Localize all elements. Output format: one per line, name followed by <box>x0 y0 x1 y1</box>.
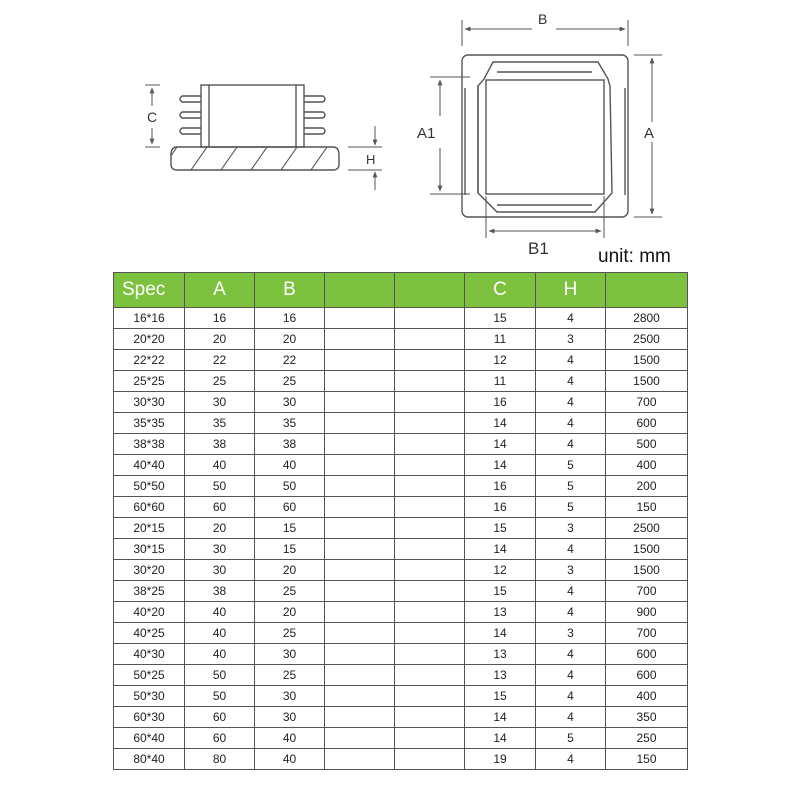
cell-a: 38 <box>185 434 255 455</box>
table-row <box>114 350 688 371</box>
cell-blank-1 <box>325 518 395 539</box>
table-row <box>114 560 688 581</box>
table-row <box>114 392 688 413</box>
cell-c: 13 <box>465 644 536 665</box>
cell-qty: 150 <box>606 497 688 518</box>
header-h: H <box>536 273 606 308</box>
cell-qty: 700 <box>606 581 688 602</box>
cell-c: 14 <box>465 434 536 455</box>
cell-spec: 30*15 <box>114 539 185 560</box>
cell-c: 14 <box>465 539 536 560</box>
cell-b: 25 <box>255 581 325 602</box>
table-row <box>114 497 688 518</box>
cell-blank-1 <box>325 497 395 518</box>
cell-spec: 60*30 <box>114 707 185 728</box>
cell-b: 35 <box>255 413 325 434</box>
cell-c: 11 <box>465 371 536 392</box>
cell-qty: 600 <box>606 644 688 665</box>
cell-b: 15 <box>255 539 325 560</box>
table-row <box>114 707 688 728</box>
table-row <box>114 329 688 350</box>
cell-h: 4 <box>536 665 606 686</box>
cell-h: 4 <box>536 308 606 329</box>
cell-a: 30 <box>185 539 255 560</box>
dimension-a1-label: A1 <box>417 125 436 142</box>
table-row <box>114 518 688 539</box>
cell-spec: 25*25 <box>114 371 185 392</box>
cell-blank-2 <box>395 329 465 350</box>
cell-blank-2 <box>395 560 465 581</box>
cell-blank-1 <box>325 392 395 413</box>
cell-blank-1 <box>325 560 395 581</box>
cell-qty: 1500 <box>606 350 688 371</box>
cell-b: 40 <box>255 749 325 770</box>
cell-blank-2 <box>395 749 465 770</box>
cell-b: 25 <box>255 371 325 392</box>
cell-blank-1 <box>325 707 395 728</box>
cell-a: 38 <box>185 581 255 602</box>
cell-a: 60 <box>185 497 255 518</box>
cell-b: 25 <box>255 665 325 686</box>
table-row <box>114 308 688 329</box>
cell-h: 3 <box>536 518 606 539</box>
dimension-a1 <box>430 77 470 194</box>
cell-blank-1 <box>325 371 395 392</box>
cell-qty: 2500 <box>606 518 688 539</box>
cell-blank-2 <box>395 308 465 329</box>
cell-blank-1 <box>325 623 395 644</box>
header-blank-2 <box>395 273 465 308</box>
cell-blank-2 <box>395 665 465 686</box>
cell-c: 13 <box>465 602 536 623</box>
cell-blank-1 <box>325 581 395 602</box>
dimension-h <box>348 126 382 190</box>
cell-a: 30 <box>185 560 255 581</box>
cell-c: 15 <box>465 308 536 329</box>
cell-c: 16 <box>465 497 536 518</box>
cell-spec: 40*25 <box>114 623 185 644</box>
cell-c: 12 <box>465 350 536 371</box>
cell-blank-2 <box>395 686 465 707</box>
cell-qty: 2500 <box>606 329 688 350</box>
cell-a: 40 <box>185 644 255 665</box>
cell-spec: 80*40 <box>114 749 185 770</box>
cell-b: 50 <box>255 476 325 497</box>
cell-blank-1 <box>325 434 395 455</box>
cell-a: 20 <box>185 329 255 350</box>
cell-b: 30 <box>255 707 325 728</box>
cell-blank-1 <box>325 665 395 686</box>
cell-c: 11 <box>465 329 536 350</box>
header-blank-3 <box>606 273 688 308</box>
cell-b: 30 <box>255 392 325 413</box>
cell-spec: 60*40 <box>114 728 185 749</box>
table-row <box>114 539 688 560</box>
table-header-row <box>114 273 688 308</box>
cell-qty: 1500 <box>606 539 688 560</box>
cell-spec: 20*15 <box>114 518 185 539</box>
cell-a: 50 <box>185 686 255 707</box>
cell-b: 40 <box>255 728 325 749</box>
dimension-b1-label: B1 <box>528 239 549 258</box>
cell-qty: 350 <box>606 707 688 728</box>
cell-spec: 60*60 <box>114 497 185 518</box>
cell-spec: 16*16 <box>114 308 185 329</box>
cell-h: 3 <box>536 329 606 350</box>
cell-spec: 22*22 <box>114 350 185 371</box>
cell-blank-2 <box>395 707 465 728</box>
cell-a: 50 <box>185 665 255 686</box>
cell-blank-1 <box>325 308 395 329</box>
cell-b: 60 <box>255 497 325 518</box>
cell-blank-1 <box>325 413 395 434</box>
cell-blank-2 <box>395 434 465 455</box>
dimension-a-label: A <box>644 125 655 142</box>
cell-qty: 150 <box>606 749 688 770</box>
cell-spec: 50*25 <box>114 665 185 686</box>
side-view-drawing <box>171 85 339 170</box>
header-b: B <box>255 273 325 308</box>
cell-blank-2 <box>395 476 465 497</box>
cell-h: 4 <box>536 413 606 434</box>
cell-spec: 50*30 <box>114 686 185 707</box>
cell-blank-2 <box>395 455 465 476</box>
cell-spec: 40*40 <box>114 455 185 476</box>
cell-b: 20 <box>255 602 325 623</box>
cell-c: 13 <box>465 665 536 686</box>
cell-blank-2 <box>395 728 465 749</box>
cell-c: 16 <box>465 476 536 497</box>
cell-blank-2 <box>395 581 465 602</box>
cell-qty: 600 <box>606 665 688 686</box>
cell-h: 4 <box>536 581 606 602</box>
cell-blank-2 <box>395 644 465 665</box>
cell-h: 4 <box>536 644 606 665</box>
cell-spec: 40*20 <box>114 602 185 623</box>
cell-b: 22 <box>255 350 325 371</box>
cell-h: 4 <box>536 749 606 770</box>
cell-a: 40 <box>185 623 255 644</box>
cell-blank-1 <box>325 539 395 560</box>
cell-a: 60 <box>185 707 255 728</box>
cell-a: 50 <box>185 476 255 497</box>
cell-a: 20 <box>185 518 255 539</box>
cell-a: 22 <box>185 350 255 371</box>
cell-h: 4 <box>536 350 606 371</box>
dimension-b-label: B <box>538 11 548 27</box>
cell-b: 38 <box>255 434 325 455</box>
cell-b: 30 <box>255 686 325 707</box>
cell-h: 3 <box>536 560 606 581</box>
table-row <box>114 644 688 665</box>
cell-blank-1 <box>325 350 395 371</box>
cell-blank-2 <box>395 413 465 434</box>
cell-c: 16 <box>465 392 536 413</box>
cell-h: 4 <box>536 707 606 728</box>
table-row <box>114 371 688 392</box>
cell-blank-1 <box>325 329 395 350</box>
cell-blank-1 <box>325 476 395 497</box>
cell-c: 15 <box>465 581 536 602</box>
cell-a: 16 <box>185 308 255 329</box>
table-row <box>114 623 688 644</box>
cell-b: 30 <box>255 644 325 665</box>
cell-c: 14 <box>465 455 536 476</box>
cell-c: 12 <box>465 560 536 581</box>
cell-blank-1 <box>325 644 395 665</box>
cell-c: 14 <box>465 413 536 434</box>
cell-h: 5 <box>536 728 606 749</box>
cell-spec: 50*50 <box>114 476 185 497</box>
dimension-c-label: C <box>147 109 158 125</box>
table-row <box>114 434 688 455</box>
table-row <box>114 455 688 476</box>
table-row <box>114 728 688 749</box>
cell-blank-2 <box>395 602 465 623</box>
header-blank-1 <box>325 273 395 308</box>
cell-qty: 600 <box>606 413 688 434</box>
cell-qty: 400 <box>606 455 688 476</box>
cell-blank-2 <box>395 539 465 560</box>
cell-c: 14 <box>465 623 536 644</box>
cell-a: 30 <box>185 392 255 413</box>
top-view-drawing <box>462 55 628 217</box>
cell-a: 40 <box>185 602 255 623</box>
cell-h: 4 <box>536 434 606 455</box>
cell-blank-1 <box>325 602 395 623</box>
cell-b: 20 <box>255 329 325 350</box>
technical-drawing <box>0 0 800 270</box>
cell-b: 15 <box>255 518 325 539</box>
cell-b: 25 <box>255 623 325 644</box>
cell-spec: 38*25 <box>114 581 185 602</box>
table-row <box>114 602 688 623</box>
header-spec: Spec <box>114 273 185 308</box>
cell-qty: 200 <box>606 476 688 497</box>
cell-h: 3 <box>536 623 606 644</box>
table-row <box>114 413 688 434</box>
cell-a: 40 <box>185 455 255 476</box>
header-a: A <box>185 273 255 308</box>
cell-qty: 250 <box>606 728 688 749</box>
cell-qty: 500 <box>606 434 688 455</box>
cell-blank-1 <box>325 455 395 476</box>
cell-spec: 40*30 <box>114 644 185 665</box>
header-c: C <box>465 273 536 308</box>
cell-b: 16 <box>255 308 325 329</box>
cell-a: 35 <box>185 413 255 434</box>
cell-qty: 1500 <box>606 371 688 392</box>
cell-blank-2 <box>395 623 465 644</box>
cell-h: 5 <box>536 455 606 476</box>
cell-h: 4 <box>536 539 606 560</box>
cell-c: 14 <box>465 728 536 749</box>
cell-h: 4 <box>536 392 606 413</box>
cell-qty: 2800 <box>606 308 688 329</box>
table-row <box>114 749 688 770</box>
spec-table <box>113 272 688 770</box>
table-row <box>114 581 688 602</box>
cell-qty: 1500 <box>606 560 688 581</box>
cell-h: 4 <box>536 686 606 707</box>
cell-blank-2 <box>395 518 465 539</box>
cell-spec: 20*20 <box>114 329 185 350</box>
cell-blank-1 <box>325 686 395 707</box>
table-row <box>114 686 688 707</box>
table-row <box>114 665 688 686</box>
cell-c: 15 <box>465 686 536 707</box>
cell-blank-2 <box>395 350 465 371</box>
cell-h: 4 <box>536 371 606 392</box>
cell-a: 80 <box>185 749 255 770</box>
cell-b: 20 <box>255 560 325 581</box>
cell-h: 4 <box>536 602 606 623</box>
cell-spec: 30*30 <box>114 392 185 413</box>
unit-label: unit: mm <box>598 246 671 267</box>
cell-qty: 400 <box>606 686 688 707</box>
cell-blank-1 <box>325 728 395 749</box>
cell-a: 60 <box>185 728 255 749</box>
table-row <box>114 476 688 497</box>
dimension-h-label: H <box>366 152 376 167</box>
cell-spec: 30*20 <box>114 560 185 581</box>
cell-qty: 700 <box>606 392 688 413</box>
cell-spec: 38*38 <box>114 434 185 455</box>
cell-blank-2 <box>395 392 465 413</box>
cell-spec: 35*35 <box>114 413 185 434</box>
cell-h: 5 <box>536 497 606 518</box>
cell-blank-2 <box>395 497 465 518</box>
cell-c: 15 <box>465 518 536 539</box>
cell-b: 40 <box>255 455 325 476</box>
cell-a: 25 <box>185 371 255 392</box>
cell-h: 5 <box>536 476 606 497</box>
cell-c: 19 <box>465 749 536 770</box>
cell-blank-1 <box>325 749 395 770</box>
cell-c: 14 <box>465 707 536 728</box>
cell-qty: 700 <box>606 623 688 644</box>
cell-qty: 900 <box>606 602 688 623</box>
cell-blank-2 <box>395 371 465 392</box>
